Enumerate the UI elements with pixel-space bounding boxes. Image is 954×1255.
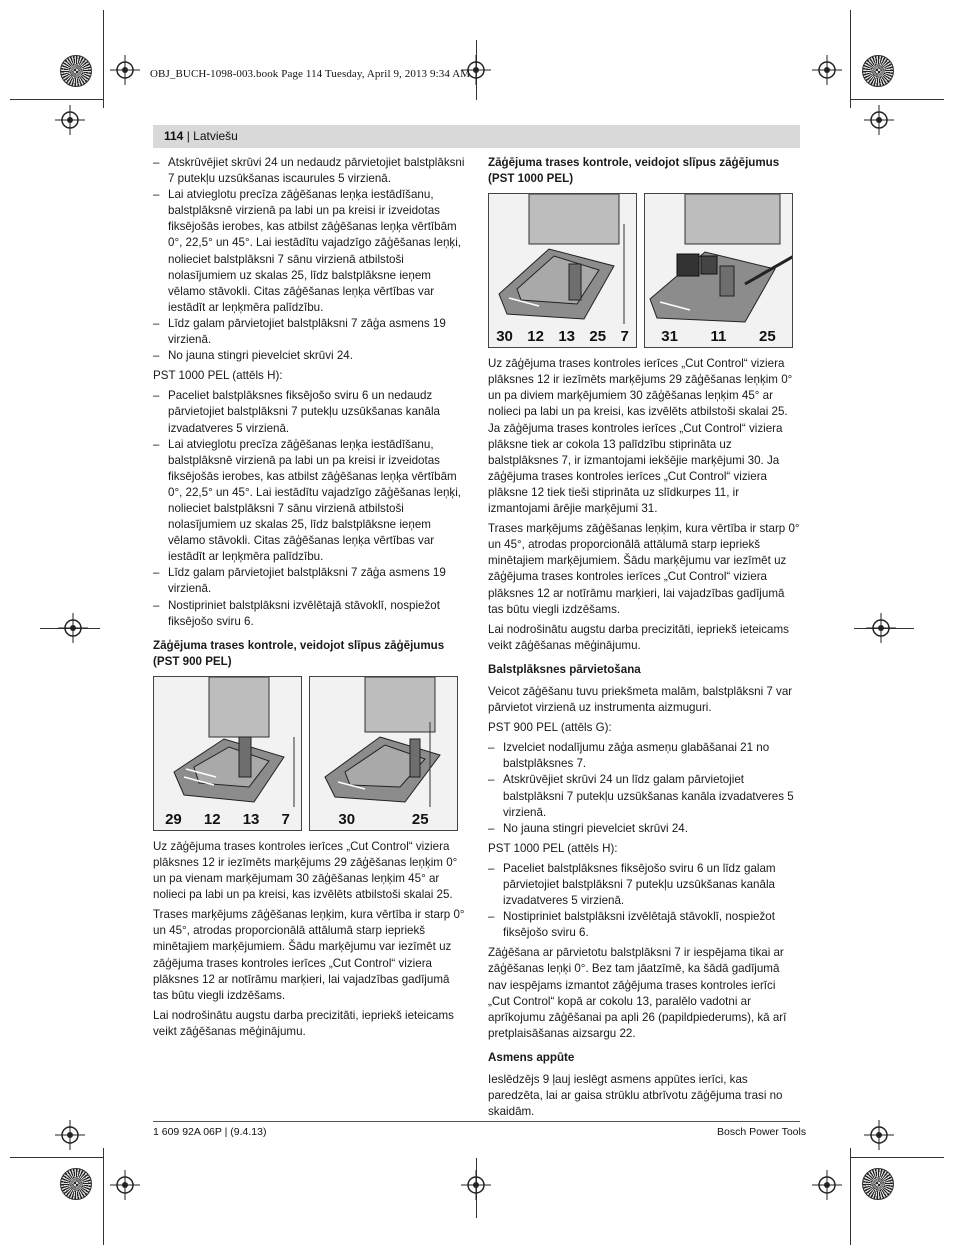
callout-label: 7 bbox=[281, 810, 290, 828]
print-slug-line: OBJ_BUCH-1098-003.book Page 114 Tuesday, April 9, 2013 9:34 AM bbox=[150, 68, 471, 80]
intro-steps-list bbox=[153, 155, 465, 364]
pst1000-steps-list bbox=[488, 861, 800, 941]
list-item: – Līdz galam pārvietojiet balstplāksni 7 zāģa asmens 19 virzienā. bbox=[153, 316, 465, 348]
registration-mark-icon bbox=[864, 105, 894, 135]
page-header: 114 | Latviešu bbox=[164, 129, 238, 143]
paragraph: Trases marķējums zāģēšanas leņķim, kura vērtība ir starp 0° un 45°, atrodas proporcionālā attālumā starp iepriekš minētajiem marķējumiem. Šādu marķējumu var iezīmēt uz zāģējuma trases kontroles ierīces „Cut Control“ viziera plāksnes 12 ar notīrāmu marķieri, lai vajadzības gadījumā tas būtu viegli izdzēšams. bbox=[488, 522, 800, 616]
section-heading: Balstplāksnes pārvietošana bbox=[488, 662, 641, 676]
pst900-steps-list bbox=[488, 740, 800, 837]
figure-pst1000-base-mounted bbox=[488, 193, 637, 348]
section-heading: Zāģējuma trases kontrole, veidojot slīpus zāģējumus (PST 1000 PEL) bbox=[488, 156, 780, 186]
callout-label: 25 bbox=[589, 328, 607, 346]
model-label: PST 1000 PEL (attēls H): bbox=[153, 369, 283, 383]
registration-mark-icon bbox=[55, 105, 85, 135]
figure-callouts bbox=[489, 329, 636, 345]
callout-label: 29 bbox=[165, 810, 182, 828]
left-column bbox=[153, 155, 465, 1044]
page-number: 114 bbox=[164, 129, 184, 143]
callout-label: 13 bbox=[242, 810, 260, 828]
callout-label: 11 bbox=[710, 328, 727, 346]
list-item: – Līdz galam pārvietojiet balstplāksni 7 zāģa asmens 19 virzienā. bbox=[153, 565, 465, 597]
paragraph: Zāģēšana ar pārvietotu balstplāksni 7 ir iespējama tikai ar zāģēšanas leņķi 0°. Bez tam jāatzīmē, ka šādā gadījumā nav iespējams izmantot zāģējuma trases kontroles ierīci „Cut Control“ kopā ar cokolu 13, paralēlo vadotni ar aprīkojumu zāģēšanai pa apli 26 (papildpiederums), kā arī pretplaisāšanas aizsargu 22. bbox=[488, 946, 787, 1040]
figure-row bbox=[153, 676, 465, 831]
list-item: – No jauna stingri pievelciet skrūvi 24. bbox=[488, 821, 800, 837]
section-name: Latviešu bbox=[193, 129, 238, 143]
registration-mark-icon bbox=[812, 1170, 842, 1200]
list-item: – Atskrūvējiet skrūvi 24 un nedaudz pārvietojiet balstplāksni 7 putekļu uzsūkšanas iscaurules 5 virzienā. bbox=[153, 155, 465, 187]
registration-mark-icon bbox=[461, 1170, 491, 1200]
list-item: – Lai atvieglotu precīza zāģēšanas leņķa iestādīšanu, balstplāksnē virzienā pa labi un pa kreisi ir izveidotas fiksējošās ierobes, kas atbilst zāģēšanas leņķa vērtībām 0°, 22,5° un 45°. Lai iestādītu vajadzīgo zāģēšanas leņķi, nolieciet balstplāksni 7 sānu virzienā atbilstoši nolasījumiem uz skalas 25, līdz balstplāksne ieņem vēlamo stāvokli. Citas zāģēšanas leņķa vērtības var iestādīt ar leņķmēra palīdzību. bbox=[153, 187, 465, 316]
color-wheel-mark-bottom-right bbox=[862, 1168, 894, 1200]
list-item: – No jauna stingri pievelciet skrūvi 24. bbox=[153, 348, 465, 364]
page-header-bar bbox=[153, 125, 800, 148]
registration-mark-icon bbox=[110, 55, 140, 85]
footer-doc-number: 1 609 92A 06P | (9.4.13) bbox=[153, 1126, 267, 1138]
list-item: – Izvelciet nodalījumu zāģa asmeņu glabāšanai 21 no balstplāksnes 7. bbox=[488, 740, 800, 772]
color-wheel-mark-top-right bbox=[862, 55, 894, 87]
list-item: – Paceliet balstplāksnes fiksējošo sviru 6 un līdz galam pārvietojiet balstplāksni 7 putekļu uzsūkšanas kanāla izvadatveres 5 virzienā. bbox=[488, 861, 800, 909]
callout-label: 13 bbox=[558, 328, 575, 346]
callout-label: 12 bbox=[527, 328, 544, 346]
list-item: – Nostipriniet balstplāksni izvēlētajā stāvoklī, nospiežot fiksējošo sviru 6. bbox=[488, 909, 800, 941]
paragraph: Lai nodrošinātu augstu darba precizitāti, iepriekš ieteicams veikt zāģēšanas mēģinājumu. bbox=[153, 1008, 454, 1038]
callout-label: 12 bbox=[203, 810, 221, 828]
list-item: – Lai atvieglotu precīza zāģēšanas leņķa iestādīšanu, balstplāksnē virzienā pa labi un pa kreisi ir izveidotas fiksējošās ierobes, kas atbilst zāģēšanas leņķa vērtībām 0°, 22,5° un 45°. Lai iestādītu vajadzīgo zāģēšanas leņķi, nolieciet balstplāksni 7 sānu virzienā atbilstoši nolasījumiem uz skalas 25, līdz balstplāksne ieņem vēlamo stāvokli. Citas zāģēšanas leņķa vērtības var iestādīt ar leņķmēra palīdzību. bbox=[153, 437, 465, 566]
paragraph: Uz zāģējuma trases kontroles ierīces „Cut Control“ viziera plāksnes 12 ir iezīmēts marķējums 29 zāģēšanas leņķim 0° un pa vienam marķējumam 30 zāģēšanas leņķim 45° ar nolieci pa labi un pa kreisi, kas izvēlēts atbilstoši skalai 25. bbox=[153, 839, 458, 902]
figure-callouts bbox=[154, 812, 301, 828]
registration-mark-icon bbox=[866, 613, 896, 643]
pst1000-steps-list bbox=[153, 388, 465, 629]
section-heading: Zāģējuma trases kontrole, veidojot slīpus zāģējumus (PST 900 PEL) bbox=[153, 638, 445, 668]
color-wheel-mark-bottom-left bbox=[60, 1168, 92, 1200]
callout-label: 7 bbox=[620, 328, 629, 346]
paragraph: Ieslēdzējs 9 ļauj ieslēgt asmens appūtes ierīci, kas paredzēta, lai ar gaisa strūklu atbrīvotu zāģējuma trasi no skaidām. bbox=[488, 1073, 783, 1119]
registration-mark-icon bbox=[55, 1120, 85, 1150]
figure-callouts bbox=[310, 812, 457, 828]
model-label: PST 900 PEL (attēls G): bbox=[488, 721, 612, 735]
figure-cut-control-45deg bbox=[309, 676, 458, 831]
footer-brand: Bosch Power Tools bbox=[717, 1126, 807, 1138]
figure-cut-control-0deg bbox=[153, 676, 302, 831]
model-label: PST 1000 PEL (attēls H): bbox=[488, 841, 618, 855]
figure-pst1000-shoe-mounted bbox=[644, 193, 793, 348]
list-item: – Atskrūvējiet skrūvi 24 un līdz galam pārvietojiet balstplāksni 7 putekļu uzsūkšanas kanāla izvadatveres 5 virzienā. bbox=[488, 772, 800, 820]
callout-label: 25 bbox=[411, 810, 429, 828]
paragraph: Trases marķējums zāģēšanas leņķim, kura vērtība ir starp 0° un 45°, atrodas proporcionālā attālumā starp iepriekš minētajiem marķējumiem. Šādu marķējumu var iezīmēt uz zāģējuma trases kontroles ierīces „Cut Control“ viziera plāksnes 12 ar notīrāmu marķieri, lai vajadzības gadījumā tas būtu viegli izdzēšams. bbox=[153, 908, 465, 1002]
callout-label: 31 bbox=[661, 328, 678, 346]
registration-mark-icon bbox=[812, 55, 842, 85]
footer-rule bbox=[153, 1121, 800, 1122]
paragraph: Lai nodrošinātu augstu darba precizitāti, iepriekš ieteicams veikt zāģēšanas mēģinājumu. bbox=[488, 622, 789, 652]
callout-label: 30 bbox=[338, 810, 356, 828]
registration-mark-icon bbox=[58, 613, 88, 643]
callout-label: 25 bbox=[758, 328, 776, 346]
paragraph: Veicot zāģēšanu tuvu priekšmeta malām, balstplāksni 7 var pārvietot virzienā uz instrumenta aizmuguri. bbox=[488, 684, 793, 715]
right-column bbox=[488, 155, 800, 1124]
list-item: – Paceliet balstplāksnes fiksējošo sviru 6 un nedaudz pārvietojiet balstplāksni 7 putekļu uzsūkšanas kanāla izvadatveres 5 virzienā. bbox=[153, 388, 465, 436]
callout-label: 30 bbox=[496, 328, 513, 346]
figure-callouts bbox=[645, 329, 792, 345]
figure-row bbox=[488, 193, 800, 348]
section-heading: Asmens appūte bbox=[488, 1050, 575, 1064]
registration-mark-icon bbox=[110, 1170, 140, 1200]
color-wheel-mark-top-left bbox=[60, 55, 92, 87]
registration-mark-icon bbox=[864, 1120, 894, 1150]
list-item: – Nostipriniet balstplāksni izvēlētajā stāvoklī, nospiežot fiksējošo sviru 6. bbox=[153, 598, 465, 630]
paragraph: Uz zāģējuma trases kontroles ierīces „Cut Control“ viziera plāksnes 12 ir iezīmēts marķējums 29 zāģēšanas leņķim 0° un pa diviem marķējumiem 30 zāģēšanas leņķim 45° ar nolieci pa labi un pa kreisi, kas izvēlēts atbilstoši skalai 25. Ja zāģējuma trases kontroles ierīces „Cut Control“ viziera plāksne tiek ar cokola 13 palīdzību stiprināta uz balstplāksnes 7, ir izmantojami iekšējie marķējumi 30. Ja zāģējuma trases kontroles ierīces „Cut Control“ viziera plāksne 12 tiek tieši stiprināta uz slīdkurpes 11, ir izmantojami ārējie marķējumi 31. bbox=[488, 357, 793, 516]
